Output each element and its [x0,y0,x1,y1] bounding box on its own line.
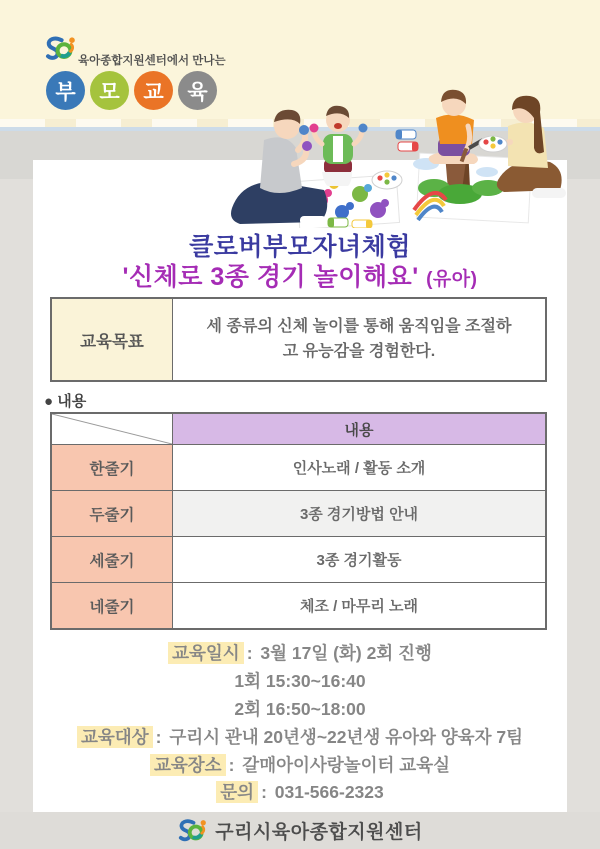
session2-line: 2회 16:50~18:00 [234,699,366,719]
place-value: 갈매아이사랑놀이터 교육실 [242,755,451,775]
toddler-figure [310,106,368,186]
subtitle-text: '신체로 3종 경기 놀이해요' [122,263,419,291]
schedule-value: 3월 17일 (화) 2회 진행 [260,643,432,663]
circle-gyo: 교 [134,71,173,110]
content-cell: 체조 / 마무리 노래 [172,583,545,628]
target-value: 구리시 관내 20년생~22년생 유아와 양육자 7팀 [169,727,523,747]
center-tagline: 육아종합지원센터에서 만나는 [78,55,226,67]
stage-cell: 두줄기 [52,491,172,536]
diagonal-line-icon [52,414,172,444]
program-subtitle [0,257,600,293]
audience-tag: (유아) [426,269,478,290]
place-label: 교육장소 [150,754,226,776]
table-row [52,536,545,582]
program-title: 클로버부모자녀체험 [189,233,411,261]
contact-line: 문의 : 031-566-2323 [0,779,600,804]
contact-value: 031-566-2323 [274,782,384,802]
paint-hand [359,124,368,133]
paint-hand [302,141,312,151]
stage-cell: 세줄기 [52,537,172,582]
table-header-cell: 내용 [172,414,545,444]
footer-org-name: 구리시육아종합지원센터 [215,822,423,843]
circle-bu: 부 [46,71,85,110]
goal-label-cell: 교육목표 [52,299,173,380]
table-row [52,490,545,536]
table-row [52,582,545,628]
paint-hand [299,125,309,135]
content-cell: 인사노래 / 활동 소개 [172,445,545,490]
goal-text-cell: 세 종류의 신체 놀이를 통해 움직임을 조절하고 유능감을 경험한다. [206,317,512,360]
contents-table [50,412,547,630]
goal-table [50,297,547,382]
contents-section-label: ● 내용 [44,393,87,410]
schedule-line: 교육일시 : 3월 17일 (화) 2회 진행 [0,640,600,665]
center-logo-icon [177,817,207,845]
table-corner-cell [52,414,172,444]
place-line: 교육장소 : 갈매아이사랑놀이터 교육실 [0,752,600,777]
cloud-right [476,167,498,177]
schedule-label: 교육일시 [168,642,244,664]
palette-icon [372,171,402,189]
paint-hand [310,124,319,133]
contact-label: 문의 [216,781,258,803]
table-header-row [52,414,545,444]
stage-cell: 한줄기 [52,445,172,490]
circle-mo: 모 [90,71,129,110]
stage-cell: 네줄기 [52,583,172,628]
content-cell: 3종 경기활동 [172,537,545,582]
target-line: 교육대상 : 구리시 관내 20년생~22년생 유아와 양육자 7팀 [0,724,600,749]
center-logo-icon [44,34,76,64]
palette-icon [479,136,507,152]
family-painting-illustration [182,60,574,228]
footer-band [0,812,600,849]
table-row [52,444,545,490]
girl-figure [429,90,478,164]
session1-line: 1회 15:30~16:40 [234,671,366,691]
circle-yuk: 육 [178,71,217,110]
target-label: 교육대상 [77,726,153,748]
content-cell: 3종 경기방법 안내 [172,491,545,536]
